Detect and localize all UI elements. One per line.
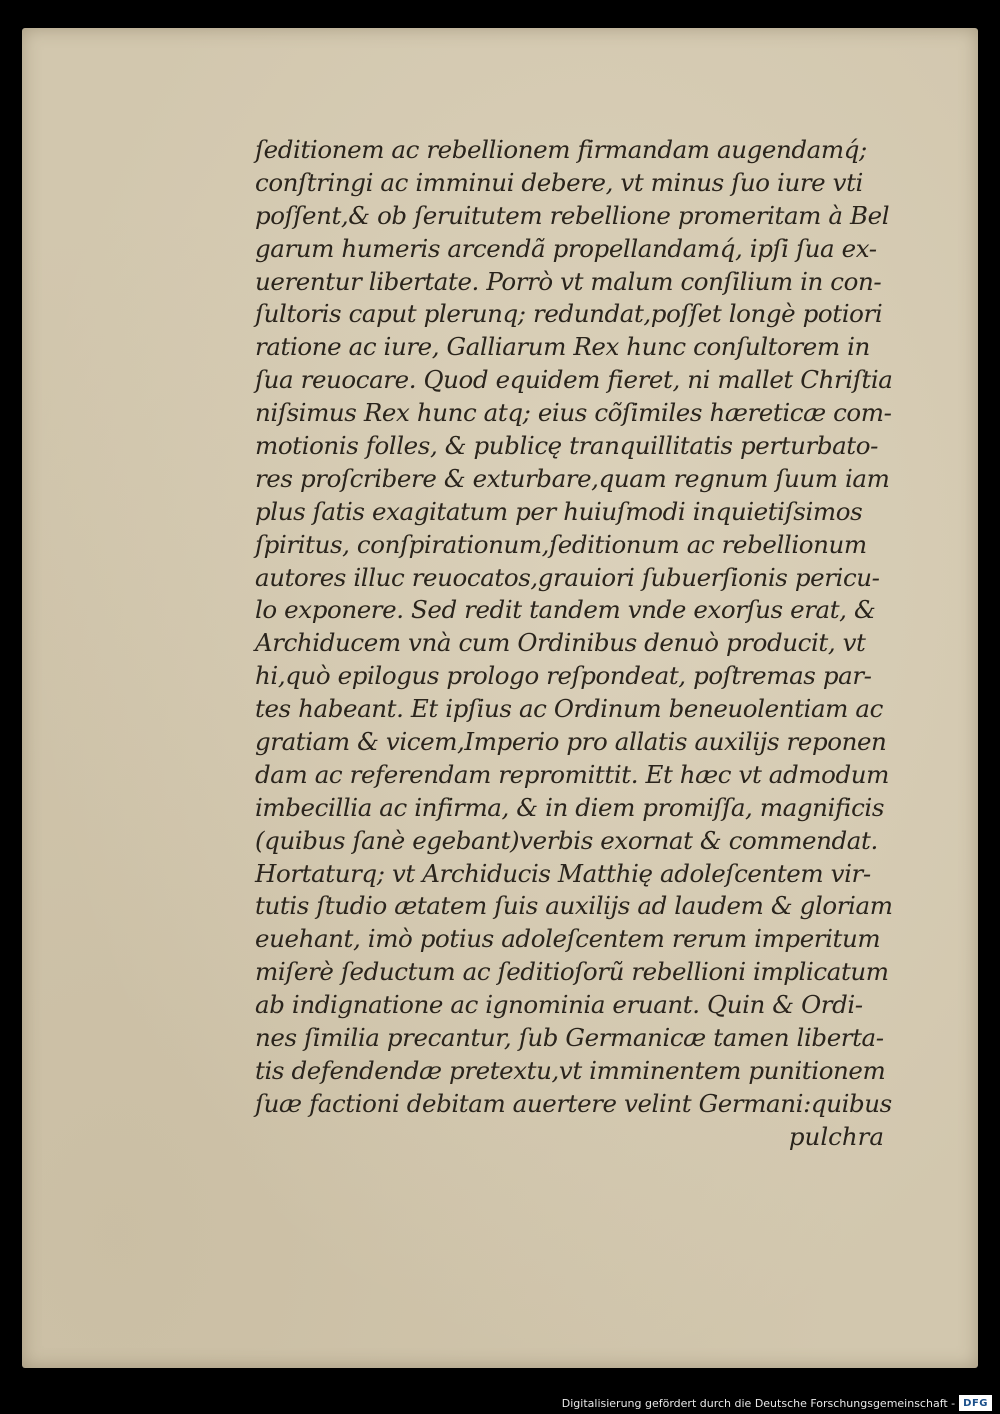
text-line: ſua reuocare. Quod equidem fieret, ni mallet Chriſtia [255,365,893,395]
text-line: autores illuc reuocatos,grauiori ſubuerſionis pericu- [255,562,880,592]
funding-notice: Digitalisierung gefördert durch die Deutsche Forschungsgemeinschaft - [561,1396,956,1410]
text-line: poſſent,& ob ſeruitutem rebellione promeritam à Bel [255,200,890,230]
catchword: pulchra [788,1122,884,1151]
page-text-block [255,134,935,1121]
text-line: ſultoris caput plerunq; redundat,poſſet longè potiori [255,299,883,329]
text-line: ratione ac iure, Galliarum Rex hunc conſultorem in [255,332,870,362]
text-line: Hortaturq; vt Archiducis Matthię adoleſcentem vir- [255,858,871,888]
digitization-footer [0,1392,1000,1414]
text-line: plus ſatis exagitatum per huiuſmodi inquietiſsimos [255,496,863,526]
text-line: imbecillia ac infirma, & in diem promiſſa, magnificis [255,792,885,822]
text-line: ab indignatione ac ignominia eruant. Quin & Ordi- [255,990,863,1020]
text-line: garum humeris arcendã propellandamq́, ipſi ſua ex- [255,233,877,263]
text-line: ſeditionem ac rebellionem firmandam augendamq́; [255,135,867,164]
book-page [22,28,978,1368]
text-line: lo exponere. Sed redit tandem vnde exorſus erat, & [255,595,876,625]
text-line: ſpiritus, conſpirationum,ſeditionum ac rebellionum [255,529,867,559]
text-line: nes ſimilia precantur, ſub Germanicæ tamen liberta- [255,1023,884,1053]
text-line: niſsimus Rex hunc atq; eius cõſimiles hæreticæ com- [255,398,892,428]
text-line: conſtringi ac imminui debere, vt minus ſuo iure vti [255,167,863,197]
text-line: tutis ſtudio ætatem ſuis auxilijs ad laudem & gloriam [255,891,893,921]
text-line: miſerè ſeductum ac ſeditioſorũ rebellioni implicatum [255,957,889,987]
text-line: uerentur libertate. Porrò vt malum conſilium in con- [255,266,882,296]
text-line: motionis folles, & publicę tranquillitatis perturbato- [255,431,878,461]
text-line: Archiducem vnà cum Ordinibus denuò producit, vt [255,628,866,658]
text-line: res proſcribere & exturbare,quam regnum ſuum iam [255,463,890,493]
text-line: dam ac referendam repromittit. Et hæc vt admodum [255,759,889,789]
text-line: ſuæ factioni debitam auertere velint Germani:quibus [255,1088,892,1118]
text-line: tes habeant. Et ipſius ac Ordinum beneuolentiam ac [255,694,883,724]
dfg-logo-icon: DFG [959,1395,992,1411]
text-line: gratiam & vicem,Imperio pro allatis auxilijs reponen [255,727,887,757]
text-line: hi,quò epilogus prologo reſpondeat, poſtremas par- [255,661,872,691]
text-line: euehant, imò potius adoleſcentem rerum imperitum [255,924,881,954]
text-line: tis defendendæ pretextu,vt imminentem punitionem [255,1055,886,1085]
text-line: (quibus ſanè egebant)verbis exornat & commendat. [255,825,878,855]
